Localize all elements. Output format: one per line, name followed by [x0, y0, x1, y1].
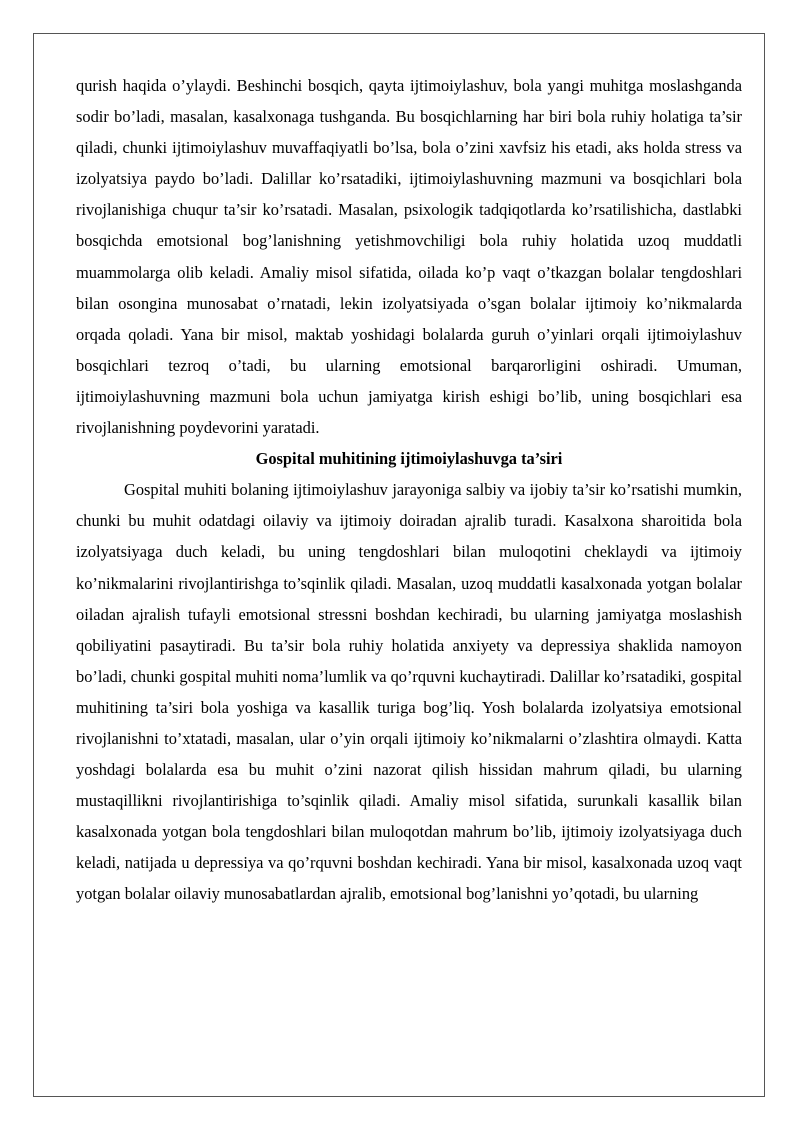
paragraph-gospital-effect: Gospital muhiti bolaning ijtimoiylashuv jarayoniga salbiy va ijobiy ta’sir ko’rsatishi mumkin, chunki bu muhit odatdagi oilaviy va ijtimoiy doiradan ajralib turadi. Kasalxona sharoitida bola izolyatsiyaga duch keladi, bu uning tengdoshlari bilan muloqotini cheklaydi va ijtimoiy ko’nikmalarini rivojlantirishga to’sqinlik qiladi. Masalan, uzoq muddatli kasalxonada yotgan bolalar oiladan ajralish tufayli emotsional stressni boshdan kechiradi, bu ularning jamiyatga moslashish qobiliyatini pasaytiradi. Bu ta’sir bola ruhiy holatida anxiyety va depressiya shaklida namoyon bo’ladi, chunki gospital muhiti noma’lumlik va qo’rquvni kuchaytiradi. Dalillar ko’rsatadiki, gospital muhitining ta’siri bola yoshiga va kasallik turiga bog’liq. Yosh bolalarda izolyatsiya emotsional rivojlanishni to’xtatadi, masalan, ular o’yin orqali ijtimoiy ko’nikmalarni o’zlashtira olmaydi. Katta yoshdagi bolalarda esa bu muhit o’zini nazorat qilish hissidan mahrum qiladi, bu ularning mustaqillikni rivojlantirishiga to’sqinlik qiladi. Amaliy misol sifatida, surunkali kasallik bilan kasalxonada yotgan bola tengdoshlari bilan muloqotdan mahrum bo’lib, ijtimoiy izolyatsiyaga duch keladi, natijada u depressiya va qo’rquvni boshdan kechiradi. Yana bir misol, kasalxonada uzoq vaqt yotgan bolalar oilaviy munosabatlardan ajralib, emotsional bog’lanishni yo’qotadi, bu ularning: [76, 480, 742, 904]
document-body: [76, 70, 742, 910]
paragraph-continued: qurish haqida o’ylaydi. Beshinchi bosqich, qayta ijtimoiylashuv, bola yangi muhitga moslashganda sodir bo’ladi, masalan, kasalxonaga tushganda. Bu bosqichlarning har biri bola ruhiy holatiga ta’sir qiladi, chunki ijtimoiylashuv muvaffaqiyatli bo’lsa, bola o’zini xavfsiz his etadi, aks holda stress va izolyatsiya paydo bo’ladi. Dalillar ko’rsatadiki, ijtimoiylashuvning mazmuni va bosqichlari bola rivojlanishiga chuqur ta’sir ko’rsatadi. Masalan, psixologik tadqiqotlarda ko’rsatilishicha, dastlabki bosqichda emotsional bog’lanishning yetishmovchiligi bola ruhiy holatida uzoq muddatli muammolarga olib keladi. Amaliy misol sifatida, oilada ko’p vaqt o’tkazgan bolalar tengdoshlari bilan osongina munosabat o’rnatadi, lekin izolyatsiyada o’sgan bolalar ijtimoiy ko’nikmalarda orqada qoladi. Yana bir misol, maktab yoshidagi bolalarda guruh o’yinlari orqali ijtimoiylashuv bosqichlari tezroq o’tadi, bu ularning emotsional barqarorligini oshiradi. Umuman, ijtimoiylashuvning mazmuni bola uchun jamiyatga kirish eshigi bo’lib, uning bosqichlari esa rivojlanishning poydevorini yaratadi.: [76, 76, 742, 438]
section-heading: Gospital muhitining ijtimoiylashuvga ta’siri: [255, 449, 563, 469]
